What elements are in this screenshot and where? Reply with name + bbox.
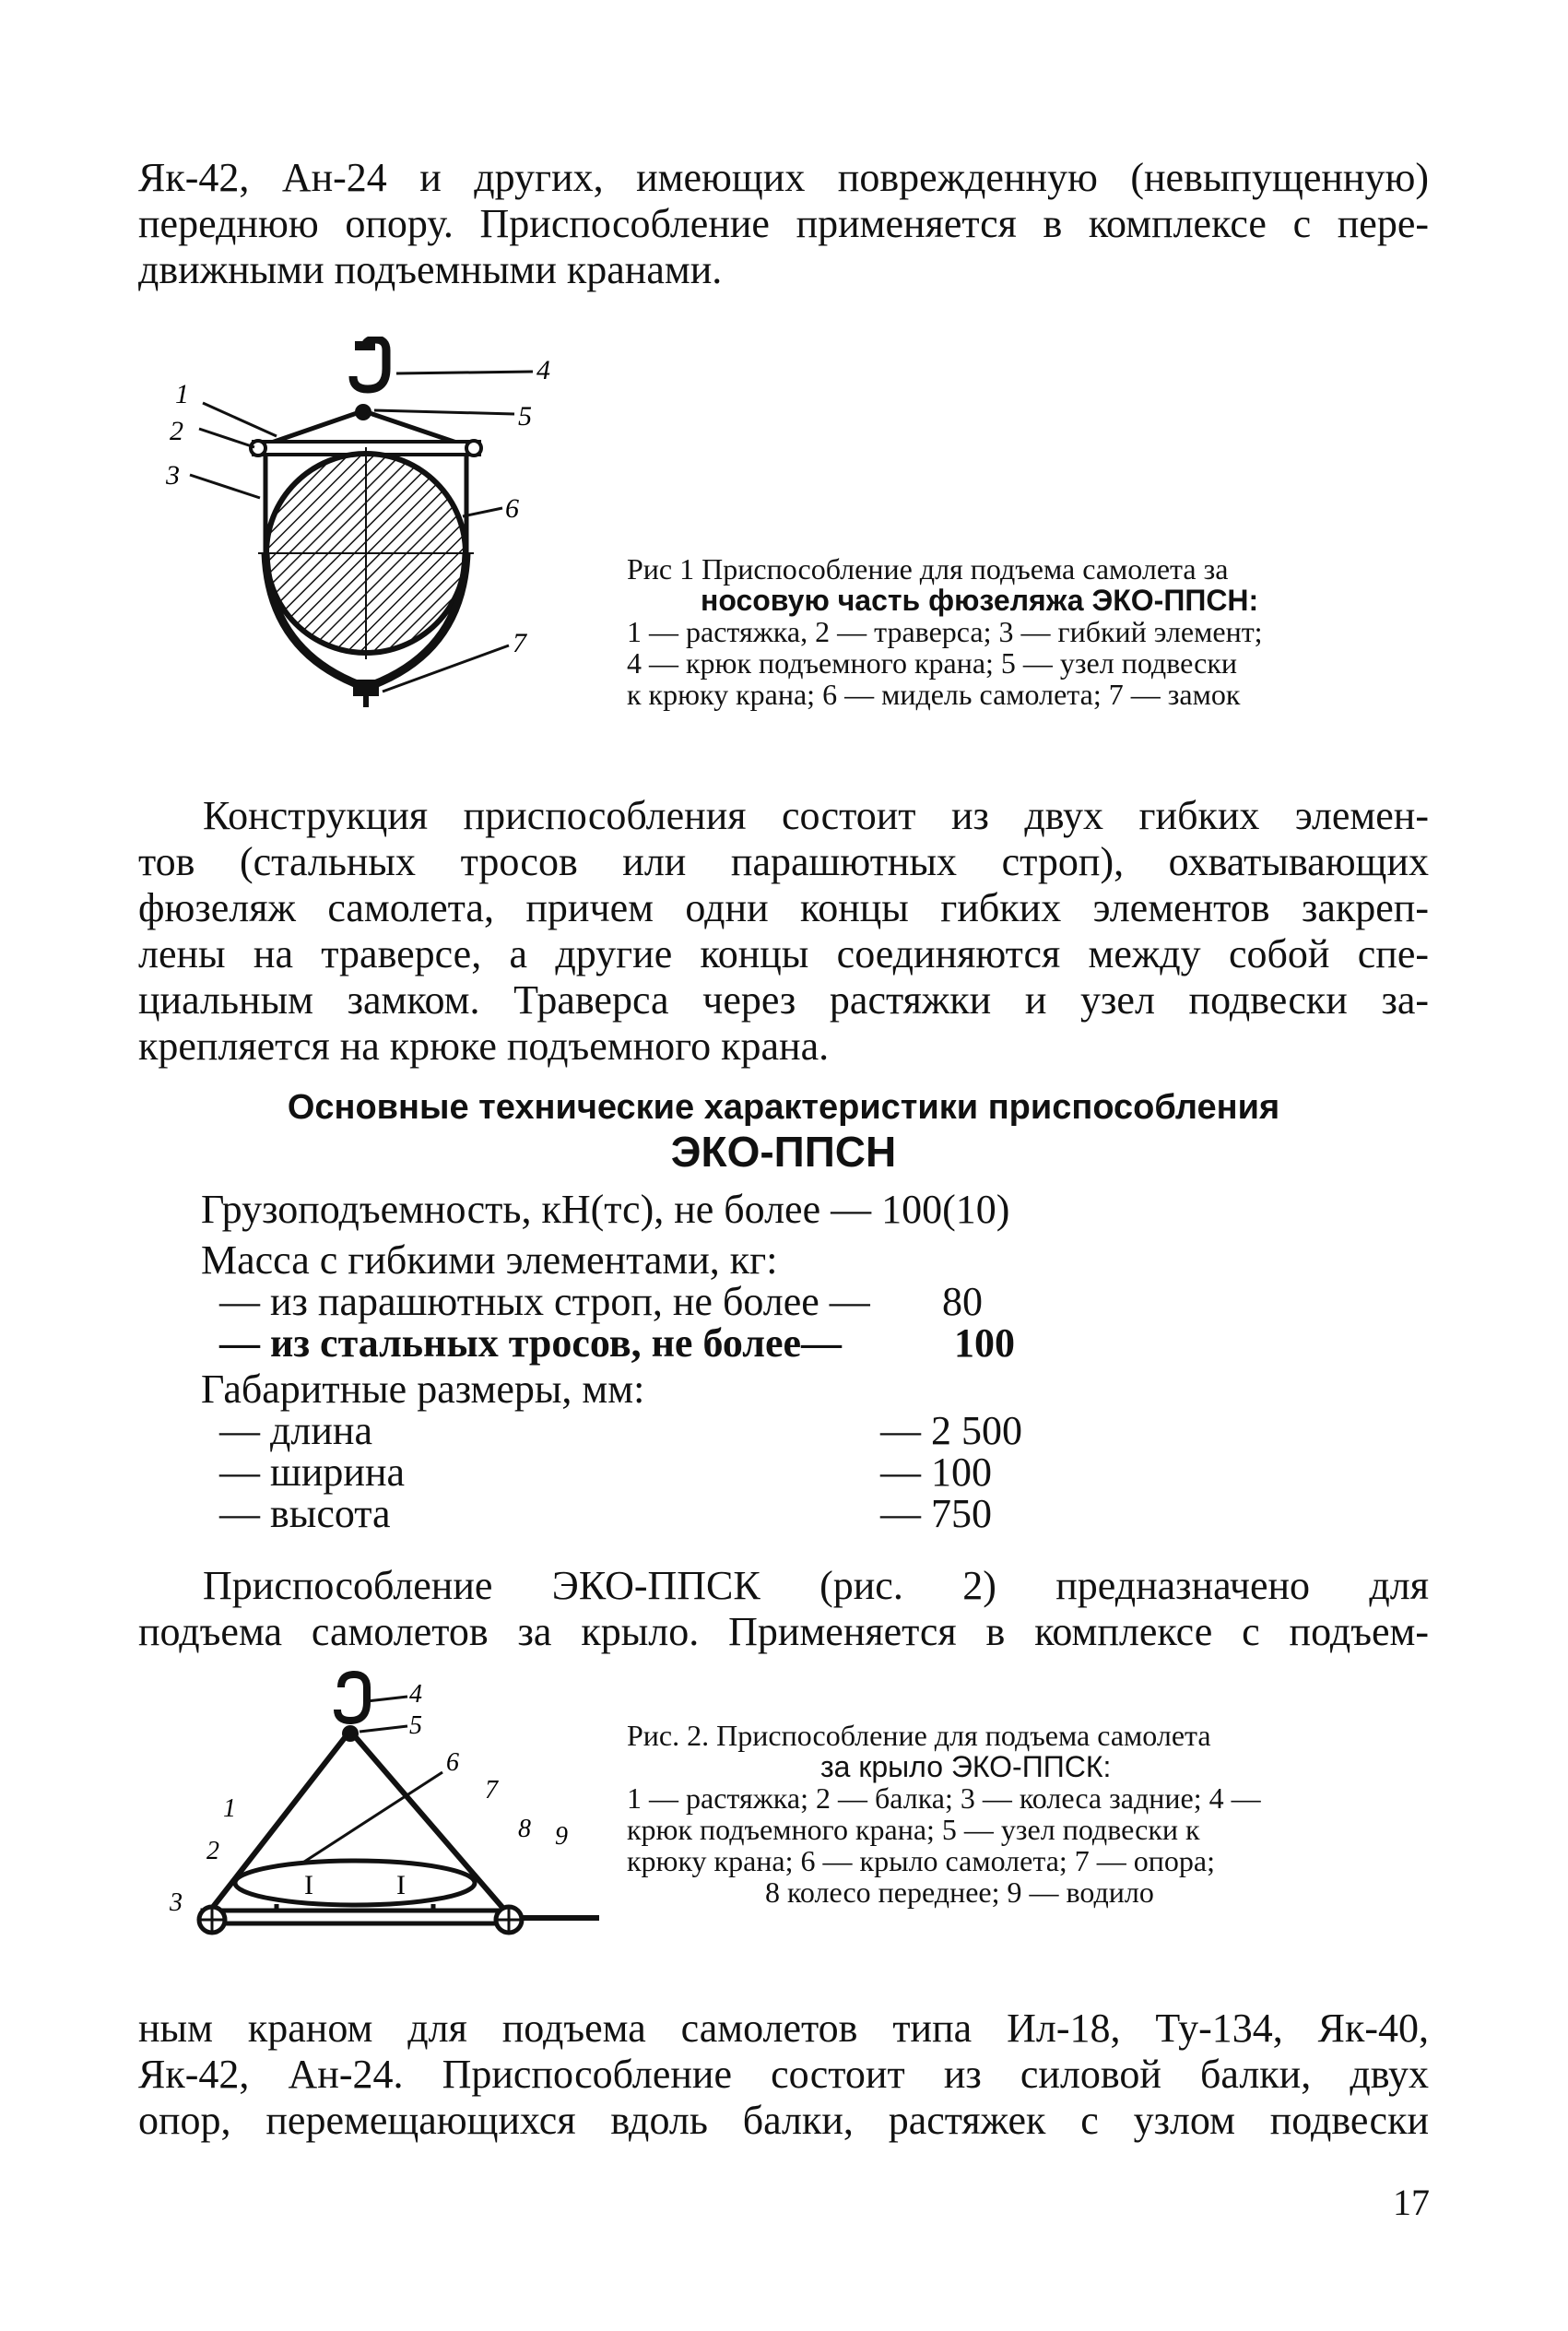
- figure-2-caption-title-2: за крыло ЭКО-ППСК:: [820, 1750, 1112, 1783]
- construction-line-1: Конструкция приспособления состоит из двух гибких элемен-: [203, 793, 1429, 838]
- figure-2-diagram: [166, 1669, 627, 1946]
- callout-5: 5: [409, 1711, 422, 1740]
- callout-3: 3: [166, 460, 180, 491]
- spec-mass-row-value: 80: [942, 1279, 983, 1324]
- callout-6: 6: [446, 1748, 459, 1777]
- spec-heading: Основные технические характеристики приспособления: [287, 1088, 1280, 1127]
- callout-6: 6: [505, 493, 519, 524]
- figure-2-legend-line: 1 — растяжка; 2 — балка; 3 — колеса задние; 4 —: [627, 1781, 1261, 1815]
- intro-line-3: движными подъемными кранами.: [138, 247, 723, 292]
- figure-1-caption-title-2: носовую часть фюзеляжа ЭКО-ППСН:: [701, 584, 1259, 617]
- callout-4: 4: [536, 355, 550, 385]
- construction-line-3: фюзеляж самолета, причем одни концы гибких элементов закреп-: [138, 885, 1429, 930]
- spec-dims-row-value: — 750: [880, 1491, 992, 1536]
- callout-5: 5: [518, 401, 532, 432]
- callout-1: 1: [175, 379, 189, 409]
- spec-mass-row-value: 100: [954, 1320, 1015, 1366]
- spec-mass-row-label: — из стальных тросов, не более—: [219, 1320, 843, 1366]
- callout-2: 2: [170, 416, 183, 446]
- callout-7: 7: [485, 1776, 498, 1804]
- figure-1-caption: [627, 553, 1420, 710]
- spec-dims-label: Габаритные размеры, мм:: [201, 1367, 645, 1412]
- crane-hook: [337, 1674, 367, 1721]
- construction-line-2: тов (стальных тросов или парашютных строп), охватывающих: [138, 839, 1429, 884]
- callout-1: 1: [223, 1794, 236, 1823]
- figure-2-caption-title: Рис. 2. Приспособление для подъема самолета: [627, 1719, 1211, 1752]
- construction-line-4: лены на траверсе, а другие концы соединяются между собой спе-: [138, 931, 1429, 976]
- page-number: 17: [1393, 2182, 1430, 2223]
- callout-8: 8: [518, 1815, 531, 1843]
- spec-dims-row-value: — 100: [880, 1449, 992, 1495]
- intro-line-2: переднюю опору. Приспособление применяется в комплексе с пере-: [138, 201, 1429, 246]
- wing-section: [235, 1861, 475, 1905]
- figure-1-diagram: [166, 337, 645, 724]
- figure-2-legend-line: крюку крана; 6 — крыло самолета; 7 — опора;: [627, 1844, 1216, 1877]
- figure-2-caption: [627, 1720, 1420, 1908]
- figure-1-legend-line: к крюку крана; 6 — мидель самолета; 7 — замок: [627, 678, 1241, 711]
- spec-capacity: Грузоподъемность, кН(тс), не более — 100(10): [201, 1187, 1010, 1232]
- construction-line-6: крепляется на крюке подъемного крана.: [138, 1024, 830, 1069]
- wing-mark: I: [396, 1870, 406, 1900]
- spec-dims-row-value: — 2 500: [880, 1408, 1022, 1453]
- ppsk-line-2: подъема самолетов за крыло. Применяется в комплексе с подъем-: [138, 1609, 1429, 1654]
- final-line-2: Як-42, Ан-24. Приспособление состоит из силовой балки, двух: [138, 2052, 1429, 2097]
- figure-2-legend-line: 8 колесо переднее; 9 — водило: [765, 1875, 1154, 1909]
- final-line-1: ным краном для подъема самолетов типа Ил-18, Ту-134, Як-40,: [138, 2006, 1429, 2051]
- figure-1-legend-line: 1 — растяжка, 2 — траверса; 3 — гибкий элемент;: [627, 615, 1263, 648]
- spec-dims-row-label: — высота: [219, 1491, 391, 1536]
- spec-heading-model: ЭКО-ППСН: [670, 1128, 897, 1176]
- callout-7: 7: [513, 628, 526, 658]
- lock: [353, 680, 379, 696]
- figure-1-legend-line: 4 — крюк подъемного крана; 5 — узел подвески: [627, 646, 1237, 680]
- final-line-3: опор, перемещающихся вдоль балки, растяжек с узлом подвески: [138, 2098, 1429, 2143]
- callout-3: 3: [170, 1888, 183, 1917]
- beam: [203, 1911, 516, 1923]
- intro-line-1: Як-42, Ан-24 и других, имеющих поврежденную (невыпущенную): [138, 155, 1429, 200]
- spec-mass-row-label: — из парашютных строп, не более —: [219, 1279, 870, 1324]
- callout-4: 4: [409, 1680, 422, 1709]
- construction-line-5: циальным замком. Траверса через растяжки и узел подвески за-: [138, 977, 1429, 1023]
- callout-2: 2: [206, 1837, 219, 1865]
- callout-9: 9: [555, 1822, 568, 1851]
- spec-mass-label: Масса с гибкими элементами, кг:: [201, 1237, 778, 1283]
- spec-dims-row-label: — длина: [219, 1408, 372, 1453]
- spec-dims-row-label: — ширина: [219, 1449, 406, 1495]
- ppsk-line-1: Приспособление ЭКО-ППСК (рис. 2) предназначено для: [203, 1563, 1429, 1608]
- figure-2-legend-line: крюк подъемного крана; 5 — узел подвески к: [627, 1813, 1200, 1846]
- figure-1-caption-title: Рис 1 Приспособление для подъема самолета за: [627, 552, 1229, 586]
- wing-mark: I: [304, 1870, 313, 1900]
